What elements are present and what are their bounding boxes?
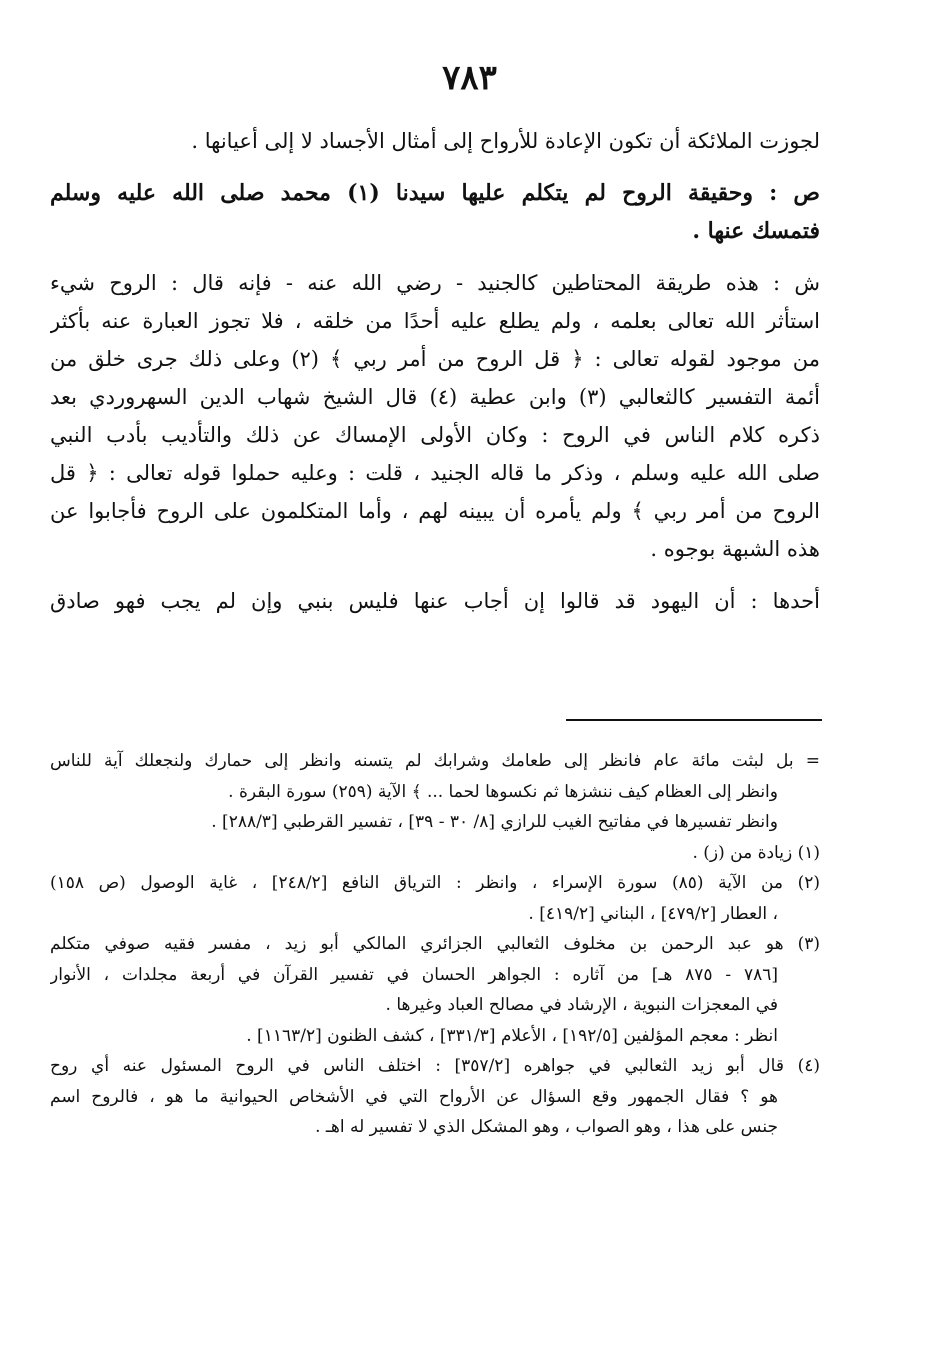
footnote-line: (٢) من الآية (٨٥) سورة الإسراء ، وانظر : الترياق النافع [٢٤٨/٢] ، غاية الوصول (ص ١٥٨)	[50, 873, 820, 893]
paragraph-gap	[50, 160, 820, 174]
page-number: ٧٨٣	[442, 58, 497, 98]
text-line: أحدها : أن اليهود قد قالوا إن أجاب عنها فليس بنبي وإن لم يجب فهو صادق	[50, 589, 820, 613]
text-line: فتمسك عنها .	[692, 218, 820, 244]
main-text	[50, 122, 820, 620]
paragraph-gap	[50, 568, 820, 582]
text-line: استأثر الله تعالى بعلمه ، ولم يطلع عليه أحدًا من خلقه ، فلا تجوز العبارة عنه بأكثر	[50, 309, 820, 333]
footnote-line: (٣) هو عبد الرحمن بن مخلوف الثعالبي الجزائري المالكي أبو زيد ، مفسر فقيه صوفي متكلم	[50, 934, 820, 954]
footnote-line: انظر : معجم المؤلفين [١٩٢/٥] ، الأعلام [٣٣١/٣] ، كشف الظنون [١١٦٣/٢] .	[246, 1025, 778, 1046]
text-line: هذه الشبهة بوجوه .	[650, 537, 820, 561]
footnote-line: (١) زيادة من (ز) .	[692, 842, 820, 863]
text-line: ذكره كلام الناس في الروح : وكان الأولى الإمساك عن ذلك والتأديب بأدب النبي	[50, 423, 820, 447]
footnote-line: في المعجزات النبوية ، الإرشاد في مصالح العباد وغيرها .	[385, 995, 778, 1015]
paragraph-gap	[50, 250, 820, 264]
text-line: لجوزت الملائكة أن تكون الإعادة للأرواح إلى أمثال الأجساد لا إلى أعيانها .	[191, 129, 820, 153]
text-line: صلى الله عليه وسلم ، وذكر ما قاله الجنيد ، قلت : وعليه حملوا قوله تعالى : ﴿ قل	[50, 461, 820, 485]
footnote-line: وانظر تفسيرها في مفاتيح الغيب للرازي [٨/ ٣٠ - ٣٩] ، تفسير القرطبي [٢٨٨/٣] .	[211, 812, 778, 832]
text-line: من موجود لقوله تعالى : ﴿ قل الروح من أمر ربي ﴾ (٢) وعلى ذلك جرى خلق من	[50, 347, 820, 371]
text-line: أئمة التفسير كالثعالبي (٣) وابن عطية (٤) قال الشيخ شهاب الدين السهروردي بعد	[50, 385, 820, 409]
footnote-line: (٤) قال أبو زيد الثعالبي في جواهره [٣٥٧/٢] : اختلف الناس في الروح المسئول عنه أي روح	[50, 1056, 820, 1076]
text-line: ص : وحقيقة الروح لم يتكلم عليها سيدنا (١) محمد صلى الله عليه وسلم	[50, 180, 820, 206]
text-line: ش : هذه طريقة المحتاطين كالجنيد - رضي الله عنه - فإنه قال : الروح شيء	[50, 271, 820, 295]
footnote-line: ، العطار [٤٧٩/٢] ، البناني [٤١٩/٢] .	[528, 903, 778, 924]
footnote-line: = بل لبثت مائة عام فانظر إلى طعامك وشرابك لم يتسنه وانظر إلى حمارك ولنجعلك آية للناس	[50, 751, 820, 771]
footnote-divider	[566, 719, 822, 721]
footnotes	[50, 746, 820, 1143]
footnote-line: وانظر إلى العظام كيف ننشزها ثم نكسوها لحما ... ﴾ الآية (٢٥٩) سورة البقرة .	[228, 781, 778, 802]
footnote-line: [٧٨٦ - ٨٧٥ هـ] من آثاره : الجواهر الحسان في تفسير القرآن في أربعة مجلدات ، الأنوار	[50, 964, 778, 985]
footnote-line: جنس على هذا ، وهو الصواب ، وهو المشكل الذي لا تفسير له اهـ .	[315, 1117, 778, 1137]
footnote-line: هو ؟ فقال الجمهور وقع السؤال عن الأرواح التي في الأشخاص الحيوانية ما هو ، فالروح اسم	[50, 1086, 778, 1107]
text-line: الروح من أمر ربي ﴾ ولم يأمره أن يبينه لهم ، وأما المتكلمون على الروح فأجابوا عن	[50, 499, 820, 523]
